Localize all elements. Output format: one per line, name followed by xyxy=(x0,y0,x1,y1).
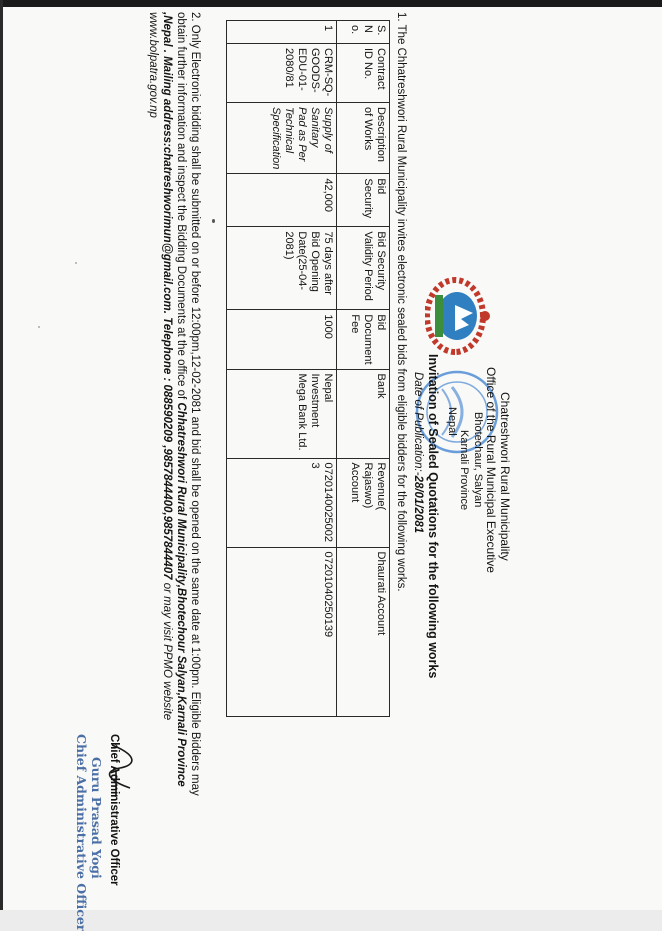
submission-paragraph: 2. Only Electronic bidding shall be submitted on or before 12:00pm,12-02-2081 and bid shall be opened on the same date at 1:00pm. Eligible Bidders may obtain further information and inspect the Bidding Documents at the office of Chhatreshwori Rural Municipality,Bhotechour Salyan,Karnali Province ,Nepal . Mailing address:chatreshworimun@gmail.com. Telephone : 088590209 ,9857844400,9857844407 or may visit PPMO website www.bolpatra.gov.np xyxy=(147,12,201,796)
header-address: Bhotechaur, Salyan xyxy=(472,412,484,508)
signatory-title: Chief Administrative Officer xyxy=(108,734,120,886)
cell-bank: Nepal Investment Mega Bank Ltd. xyxy=(227,369,337,458)
scan-speck xyxy=(38,326,40,328)
signatory-name: Guru Prasad Yogi xyxy=(89,757,104,879)
table-row xyxy=(227,21,337,717)
th-bid-security: Bid Security xyxy=(337,174,390,227)
scan-speck xyxy=(212,219,215,223)
th-doc-fee: Bid Document Fee xyxy=(337,310,390,369)
header-province: Karnali Province xyxy=(458,430,470,511)
th-dhaurati-account: Dhaurati Account xyxy=(337,547,390,716)
header-country: Nepal xyxy=(446,407,458,436)
scan-edge-left xyxy=(0,0,3,910)
cell-description: Supply of Sanitary Pad as Per Technical Specification xyxy=(227,103,337,174)
header-office: Office of the Rural Municipal Executive xyxy=(484,367,498,573)
th-revenue-account: Revenue( Rajaswo) Account xyxy=(337,458,390,547)
nepal-emblem-icon xyxy=(425,277,495,355)
th-validity: Bid Security Validity Period xyxy=(337,227,390,310)
cell-validity: 75 days after Bid Opening Date(25-04-2081) xyxy=(227,227,337,310)
cell-doc-fee: 1000 xyxy=(227,310,337,369)
signatory-stamp-title: Chief Administrative Officer xyxy=(74,734,89,931)
works-table xyxy=(226,20,390,717)
cell-contract-id: CRM-SQ-GOODS-EDU-01-2080/81 xyxy=(227,44,337,103)
table-header-row xyxy=(337,21,390,717)
cell-sn: 1 xyxy=(227,21,337,44)
th-contract-id: Contract ID No. xyxy=(337,44,390,103)
th-sn: S. N o. xyxy=(337,21,390,44)
th-description: Description of Works xyxy=(337,103,390,174)
header-municipality: Chatreshwori Rural Municipality xyxy=(498,392,512,561)
cell-dhaurati-account: 07201040250139 xyxy=(227,547,337,716)
th-bank: Bank xyxy=(337,369,390,458)
intro-paragraph: 1. The Chhatreshwori Rural Municipality invites electronic sealed bids from eligible bidders for the following works. xyxy=(395,12,407,592)
scan-speck xyxy=(75,262,77,264)
cell-bid-security: 42,000 xyxy=(227,174,337,227)
notice-title: Invitation of Sealed Quotations for the following works xyxy=(426,354,440,679)
scan-edge-top xyxy=(0,0,662,7)
publication-date: Date of Publication:-28/01/2081 xyxy=(412,372,424,534)
cell-revenue-account: 0720140025002 3 xyxy=(227,458,337,547)
rotated-document xyxy=(74,12,520,931)
